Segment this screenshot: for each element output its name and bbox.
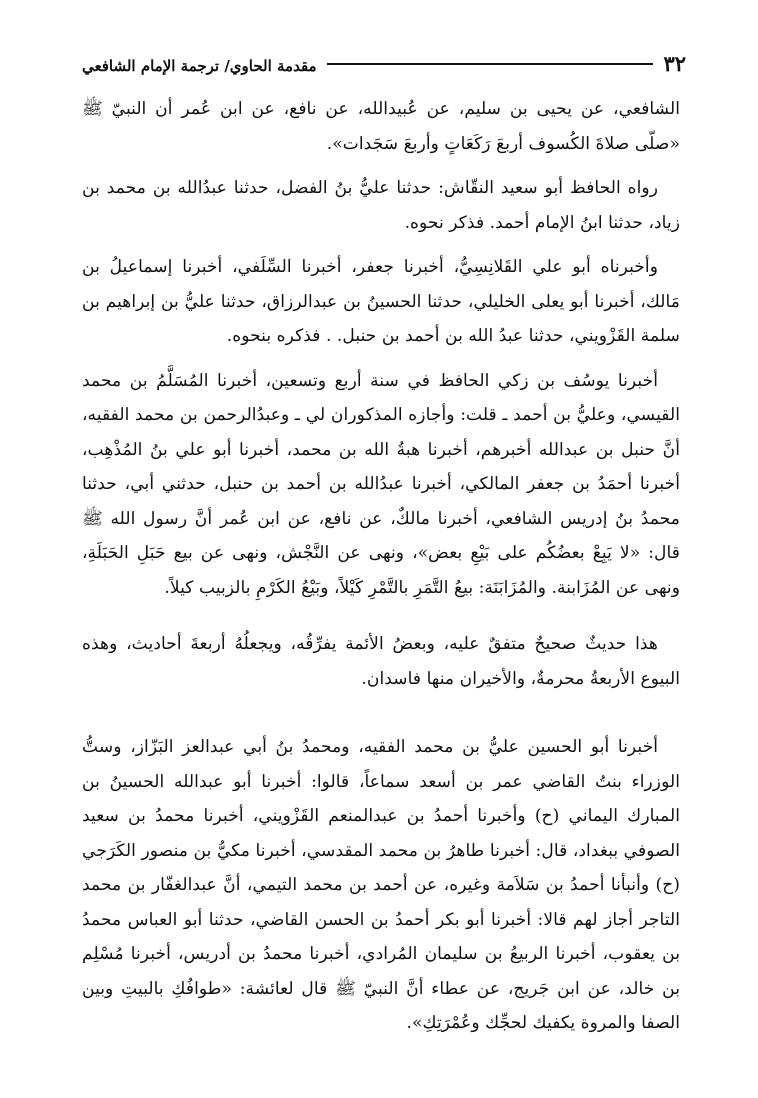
paragraph-commentary: هذا حديثٌ صحيحٌ متفقٌ عليه، وبعضُ الأئمة يفرِّقُه، ويجعلُهُ أربعةَ أحاديث، وهذه البيوع الأربعةُ محرمةٌ، والأخيران منها فاسدان. <box>82 634 680 689</box>
header-rule <box>327 63 654 65</box>
page-number: ٣٢ <box>663 51 686 76</box>
paragraph-muzabana-hadith: أخبرنا يوسُف بن زكي الحافظ في سنة أربع وتسعين، أخبرنا المُسَلَّمُ بن محمد القيسي، وعليُّ بن أحمد ـ قلت: وأجازه المذكوران لي ـ وعبدُالرحمن بن محمد الفقيه، أنَّ حنبل بن عبدالله أخبرهم، أخبرنا هبةُ الله بن محمد، أخبرنا أبو علي بنُ المُذْهِب، أخبرنا أحمَدُ بن جعفر المالكي، أخبرنا عبدُالله بن أحمد بن حنبل، حدثني أبي، حدثنا محمدُ بنُ إدريس الشافعي، أخبرنا مالكٌ، عن نافع، عن ابن عُمر أنَّ رسول الله ﷺ قال: «لا يَبِعْ بعضُكُم على بَيْعِ بعض»، ونهى عن النَّجْش، ونهى عن بيع حَبَلِ الحَبَلَةِ، ونهى عن المُزَابنة. والمُزَابَنَة: بيعُ التَّمَرِ بالتَّمْرِ كَيْلاً، وبَيْعُ الكَرْمِ بالزبيب كيلاً. <box>82 370 680 598</box>
body-text <box>82 92 680 1041</box>
running-header <box>82 40 686 74</box>
running-title: مقدمة الحاوي/ ترجمة الإمام الشافعي <box>82 57 317 75</box>
paragraph-qalanisi-chain: وأخبرناه أبو علي القَلانِسِيُّ، أخبرنا جعفر، أخبرنا السِّلَفي، أخبرنا إسماعيلُ بن مَالك، أخبرنا أبو يعلى الخليلي، حدثنا الحسينُ بن عبدالرزاق، حدثنا عليُّ بن إبراهيم بن سلمة القَزْويني، حدثنا عبدُ الله بن أحمد بن حنبل. . فذكره بنحوه. <box>82 257 680 346</box>
paragraph-naqqash-chain: رواه الحافظ أبو سعيد النقّاش: حدثنا عليُّ بنُ الفضل، حدثنا عبدُالله بن محمد بن زياد، حدثنا ابنُ الإمام أحمد. فذكر نحوه. <box>82 178 680 233</box>
paragraph-gap <box>82 161 680 171</box>
paragraph-hadith-kusuf: الشافعي، عن يحيى بن سليم، عن عُبيدالله، عن نافع، عن ابن عُمر أن النبيّ ﷺ «صلّى صلاةَ الكُسوف أربعَ رَكَعَاتٍ وأربعَ سَجَدات». <box>82 99 680 154</box>
paragraph-tawaf-hadith: أخبرنا أبو الحسين عليُّ بن محمد الفقيه، ومحمدُ بنُ أبي عبدالعز البَزّاز، وستُّ الوزراء بنتُ القاضي عمر بن أسعد سماعاً، قالوا: أخبرنا أبو عبدالله الحسينُ بن المبارك اليماني (ح) وأخبرنا أحمدُ بن عبدالمنعم القَزْويني، أخبرنا محمدُ بن سعيد الصوفي ببغداد، قال: أخبرنا طاهرُ بن محمد المقدسي، أخبرنا مكيُّ بن منصور الكَرَجي (ح) وأنبأنا أحمدُ بن سَلاَمة وغيره، عن أحمد بن محمد التيمي، أنَّ عبدالغفّار بن محمد التاجر أجاز لهم قالا: أخبرنا أبو بكر أحمدُ بن الحسن القاضي، حدثنا أبو العباس محمدُ بن يعقوب، أخبرنا الربيعُ بن سليمان المُرادي، أخبرنا محمدُ بن أدريس، أخبرنا مُسْلِم بن خالد، عن ابن جَريج، عن عطاء أنَّ النبيّ ﷺ قال لعائشة: «طوافُكِ بالبيتِ وبين الصفا والمروة يكفيك لحجِّك وعُمْرَتِكِ». <box>82 737 680 1033</box>
paragraph-gap <box>82 605 680 627</box>
paragraph-gap <box>82 240 680 250</box>
paragraph-gap <box>82 696 680 730</box>
paragraph-gap <box>82 354 680 364</box>
